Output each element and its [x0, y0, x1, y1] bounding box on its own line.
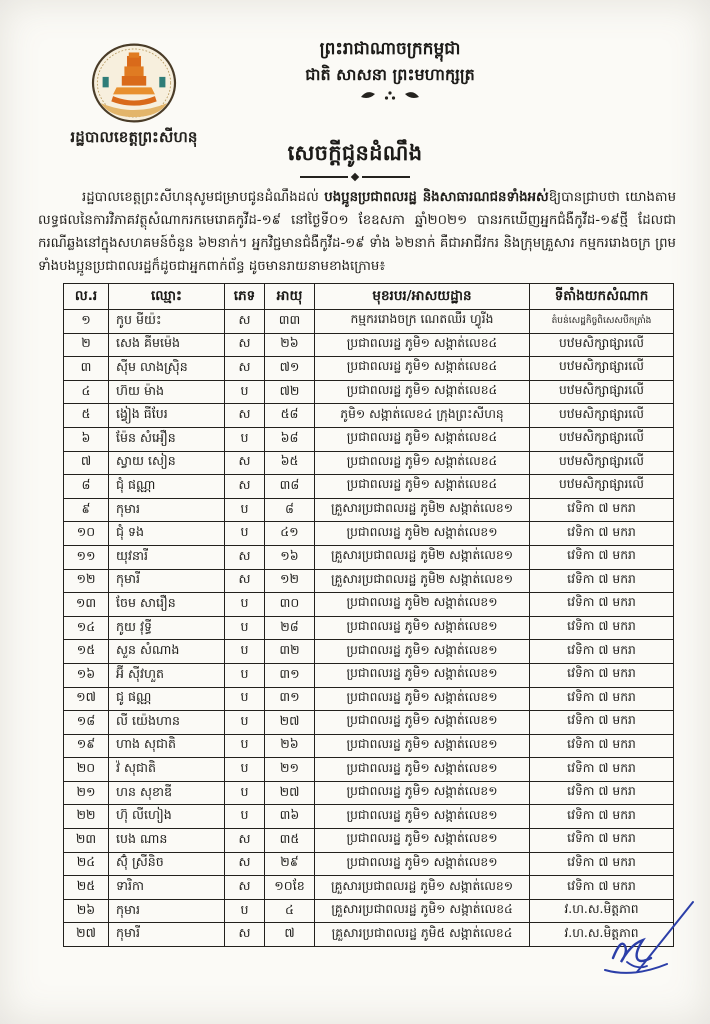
header-occupation: មុខរបរ/អាសយដ្ឋាន [315, 284, 530, 310]
cell-gender: ស [225, 545, 265, 569]
cell-sample-site: បឋមសិក្សាផ្សារលើ [530, 357, 674, 381]
cell-sample-site: វេទិកា ៧ មករា [530, 545, 674, 569]
cell-name: យុវនារី [109, 545, 225, 569]
cell-no: ១ [64, 310, 109, 334]
cell-name: កុមារី [109, 923, 225, 947]
cell-occupation: ប្រជាពលរដ្ឋ ភូមិ១ សង្កាត់លេខ៤ [315, 380, 530, 404]
cell-age: ៣៨ [265, 475, 315, 499]
cell-sample-site: វេទិកា ៧ មករា [530, 734, 674, 758]
cell-sample-site: បឋមសិក្សាផ្សារលើ [530, 451, 674, 475]
cell-name: ស្វាយ សៀន [109, 451, 225, 475]
cell-name: ហន សុខាឌី [109, 781, 225, 805]
header-name: ឈ្មោះ [109, 284, 225, 310]
cell-age: ៧១ [265, 357, 315, 381]
cell-gender: ស [225, 876, 265, 900]
cell-age: ៣៦ [265, 805, 315, 829]
cell-occupation: ប្រជាពលរដ្ឋ ភូមិ១ សង្កាត់លេខ១ [315, 758, 530, 782]
cell-occupation: គ្រួសារប្រជាពលរដ្ឋ ភូមិ២ សង្កាត់លេខ១ [315, 545, 530, 569]
cell-sample-site: វេទិកា ៧ មករា [530, 569, 674, 593]
cell-sample-site: បឋមសិក្សាផ្សារលើ [530, 380, 674, 404]
cell-gender: ប [225, 640, 265, 664]
cell-name: ចែម សារឿន [109, 593, 225, 617]
table-row [64, 852, 674, 876]
cell-sample-site: វេទិកា ៧ មករា [530, 640, 674, 664]
table-row [64, 640, 674, 664]
cell-age: ២៦ [265, 333, 315, 357]
cell-occupation: គ្រួសារប្រជាពលរដ្ឋ ភូមិ៥ សង្កាត់លេខ៤ [315, 923, 530, 947]
cell-sample-site: បឋមសិក្សាផ្សារលើ [530, 333, 674, 357]
header-sample-site: ទីតាំងយកសំណាក [530, 284, 674, 310]
table-row [64, 451, 674, 475]
cell-no: ៨ [64, 475, 109, 499]
cell-name: ស៊ុំ ស្រីនិច [109, 852, 225, 876]
cell-sample-site: វេទិកា ៧ មករា [530, 522, 674, 546]
cell-gender: ស [225, 852, 265, 876]
cell-occupation: ប្រជាពលរដ្ឋ ភូមិ១ សង្កាត់លេខ១ [315, 663, 530, 687]
cell-age: ២៨ [265, 616, 315, 640]
cell-no: ១២ [64, 569, 109, 593]
cell-gender: ស [225, 404, 265, 428]
cell-name: ម៉ែន សំអឿន [109, 427, 225, 451]
cell-sample-site: វេទិកា ៧ មករា [530, 829, 674, 853]
cell-sample-site: វ.ហ.ស.មិត្តភាព [530, 899, 674, 923]
cell-name: បេង ណាន [109, 829, 225, 853]
cell-gender: ស [225, 357, 265, 381]
national-motto: ជាតិ សាសនា ព្រះមហាក្សត្រ [305, 65, 475, 84]
table-row [64, 663, 674, 687]
cell-occupation: ប្រជាពលរដ្ឋ ភូមិ១ សង្កាត់លេខ១ [315, 687, 530, 711]
table-row [64, 404, 674, 428]
cell-no: ១៨ [64, 711, 109, 735]
cell-occupation: ប្រជាពលរដ្ឋ ភូមិ១ សង្កាត់លេខ១ [315, 781, 530, 805]
cell-sample-site: វ.ហ.ស.មិត្តភាព [530, 923, 674, 947]
cell-age: ២៧ [265, 781, 315, 805]
cell-age: ៣១ [265, 687, 315, 711]
table-row [64, 545, 674, 569]
header-age: អាយុ [265, 284, 315, 310]
cell-sample-site: វេទិកា ៧ មករា [530, 663, 674, 687]
cell-occupation: ប្រជាពលរដ្ឋ ភូមិ២ សង្កាត់លេខ១ [315, 593, 530, 617]
cell-name: ជុំ ទង [109, 522, 225, 546]
left-flag-accent [103, 77, 109, 87]
cell-gender: ប [225, 663, 265, 687]
cell-gender: ប [225, 522, 265, 546]
announcement-paragraph [38, 186, 676, 278]
cell-name: ហ៊ុ លីហៀង [109, 805, 225, 829]
cell-occupation: ប្រជាពលរដ្ឋ ភូមិ១ សង្កាត់លេខ១ [315, 711, 530, 735]
cell-no: ១៣ [64, 593, 109, 617]
cell-no: ៦ [64, 427, 109, 451]
cell-occupation: គ្រួសារប្រជាពលរដ្ឋ ភូមិ១ សង្កាត់លេខ៤ [315, 899, 530, 923]
table-row [64, 711, 674, 735]
cell-name: កូយ វុទ្ធី [109, 616, 225, 640]
table-row [64, 475, 674, 499]
cell-name: ហ៊យ ម៉ាង [109, 380, 225, 404]
cell-no: ៥ [64, 404, 109, 428]
table-row [64, 876, 674, 900]
cell-sample-site: បឋមសិក្សាផ្សារលើ [530, 475, 674, 499]
cell-age: ៤ [265, 899, 315, 923]
cell-sample-site: វេទិកា ៧ មករា [530, 711, 674, 735]
table-row [64, 498, 674, 522]
cell-gender: ប [225, 593, 265, 617]
cell-gender: ប [225, 781, 265, 805]
cell-age: ១២ [265, 569, 315, 593]
cell-no: ២៤ [64, 852, 109, 876]
cell-age: ៣១ [265, 663, 315, 687]
cell-gender: ស [225, 829, 265, 853]
cell-sample-site: បឋមសិក្សាផ្សារលើ [530, 427, 674, 451]
cell-occupation: កម្មកររោងចក្រ ណេតឈឺរ ហ្វូរីង [315, 310, 530, 334]
cell-no: ២១ [64, 781, 109, 805]
cell-no: ៣ [64, 357, 109, 381]
cell-age: ២៩ [265, 852, 315, 876]
title-underline-ornament [300, 174, 410, 180]
cell-age: ៦៥ [265, 451, 315, 475]
cell-no: ១៦ [64, 663, 109, 687]
cell-occupation: ប្រជាពលរដ្ឋ ភូមិ១ សង្កាត់លេខ៤ [315, 427, 530, 451]
right-flag-accent [159, 77, 165, 87]
cell-age: ៧២ [265, 380, 315, 404]
cell-gender: ប [225, 498, 265, 522]
cell-occupation: ប្រជាពលរដ្ឋ ភូមិ១ សង្កាត់លេខ១ [315, 829, 530, 853]
table-row [64, 522, 674, 546]
cell-gender: ប [225, 899, 265, 923]
cell-occupation: គ្រួសារប្រជាពលរដ្ឋ ភូមិ២ សង្កាត់លេខ១ [315, 569, 530, 593]
cell-no: ១៥ [64, 640, 109, 664]
cell-gender: ប [225, 427, 265, 451]
cell-no: ២ [64, 333, 109, 357]
national-header [170, 36, 610, 103]
cell-age: ៣២ [265, 640, 315, 664]
cell-name: អ៊ី ស៊ីវហួត [109, 663, 225, 687]
cell-occupation: ប្រជាពលរដ្ឋ ភូមិ២ សង្កាត់លេខ១ [315, 522, 530, 546]
covid-cases-table [63, 283, 674, 947]
cell-gender: ប [225, 758, 265, 782]
cell-gender: ប [225, 734, 265, 758]
cell-sample-site: តំបន់សេដ្ឋកិច្ចពិសេសបឹកត្រាំង [530, 310, 674, 334]
cell-no: ២៥ [64, 876, 109, 900]
cell-no: ១៤ [64, 616, 109, 640]
cell-gender: ស [225, 475, 265, 499]
cell-sample-site: វេទិកា ៧ មករា [530, 852, 674, 876]
cell-gender: ប [225, 616, 265, 640]
table-row [64, 758, 674, 782]
cell-no: ៩ [64, 498, 109, 522]
cell-occupation: ប្រជាពលរដ្ឋ ភូមិ១ សង្កាត់លេខ១ [315, 616, 530, 640]
table-row [64, 616, 674, 640]
cell-name: ង្វៀង ធីបែរ [109, 404, 225, 428]
cell-gender: ប [225, 380, 265, 404]
cell-gender: ស [225, 451, 265, 475]
paragraph-part3: ឱ្យបានជ្រាបថា យោងតាមលទ្ធផលនៃការវិភាគវត្ថុសំណាករកមេរោគកូវីដ-១៩ នៅថ្ងៃទី០១ ខែឧសភា ឆ្នាំ២០២១ បានរកឃើញអ្នកជំងឺកូវីដ-១៩ថ្មី ដែលជាករណីឆ្លងនៅក្នុងសហគមន៍ចំនួន ៦២នាក់។ អ្នកវិជ្ជមានជំងឺកូវីដ-១៩ ទាំង ៦២នាក់ គឺជាអាជីវករ និងក្រុមគ្រួសារ កម្មកររោងចក្រ ព្រមទាំងបងប្អូនប្រជាពលរដ្ឋក៏ដូចជាអ្នកពាក់ព័ន្ធ ដូចមានរាយនាមខាងក្រោម៖ [38, 190, 677, 274]
cell-gender: ប [225, 687, 265, 711]
cell-sample-site: វេទិកា ៧ មករា [530, 687, 674, 711]
cell-no: ២៣ [64, 829, 109, 853]
header-gender: ភេទ [225, 284, 265, 310]
signature-scribble [575, 900, 705, 1010]
cell-occupation: ប្រជាពលរដ្ឋ ភូមិ១ សង្កាត់លេខ៤ [315, 451, 530, 475]
cell-gender: ប [225, 805, 265, 829]
cell-sample-site: វេទិកា ៧ មករា [530, 616, 674, 640]
paragraph-part1: រដ្ឋបាលខេត្តព្រះសីហនុសូមជម្រាបជូនដំណឹងដល់ [82, 190, 325, 205]
cell-gender: ស [225, 310, 265, 334]
table-row [64, 734, 674, 758]
cell-name: វ៉ សុជាតិ [109, 758, 225, 782]
cell-occupation: ប្រជាពលរដ្ឋ ភូមិ១ សង្កាត់លេខ១ [315, 805, 530, 829]
title-block [0, 140, 710, 180]
cell-age: ៤១ [265, 522, 315, 546]
cell-occupation: ប្រជាពលរដ្ឋ ភូមិ១ សង្កាត់លេខ៤ [315, 333, 530, 357]
cell-occupation: ប្រជាពលរដ្ឋ ភូមិ១ សង្កាត់លេខ១ [315, 734, 530, 758]
table-row [64, 310, 674, 334]
cell-age: ៣០ [265, 593, 315, 617]
cell-name: កូប មីយ៉ះ [109, 310, 225, 334]
cell-gender: ប [225, 711, 265, 735]
cell-no: ១៧ [64, 687, 109, 711]
table-row [64, 687, 674, 711]
cell-sample-site: វេទិកា ៧ មករា [530, 593, 674, 617]
paragraph-bold-addressees: បងប្អូនប្រជាពលរដ្ឋ និងសាធារណជនទាំងអស់ [324, 190, 549, 205]
cell-age: ៣៣ [265, 310, 315, 334]
cell-gender: ស [225, 569, 265, 593]
kingdom-line: ព្រះរាជាណាចក្រកម្ពុជា [319, 39, 461, 59]
cell-sample-site: វេទិកា ៧ មករា [530, 758, 674, 782]
cell-name: កុមារី [109, 569, 225, 593]
cell-occupation: ប្រជាពលរដ្ឋ ភូមិ១ សង្កាត់លេខ៤ [315, 357, 530, 381]
table-row [64, 829, 674, 853]
provincial-emblem-icon [90, 42, 178, 124]
cell-name: កុមារ [109, 899, 225, 923]
cell-age: ៦៨ [265, 427, 315, 451]
cell-age: ៧ [265, 923, 315, 947]
cell-occupation: ភូមិ១ សង្កាត់លេខ៤ ក្រុងព្រះសីហនុ [315, 404, 530, 428]
cell-no: ២២ [64, 805, 109, 829]
cell-occupation: ប្រជាពលរដ្ឋ ភូមិ១ សង្កាត់លេខ១ [315, 640, 530, 664]
cell-no: ៤ [64, 380, 109, 404]
table-body [64, 310, 674, 947]
administration-name: រដ្ឋបាលខេត្តព្រះសីហនុ [70, 128, 198, 146]
table-row [64, 593, 674, 617]
cell-age: ១៦ [265, 545, 315, 569]
table-row [64, 569, 674, 593]
cell-age: ២៧ [265, 711, 315, 735]
cell-age: ៣៥ [265, 829, 315, 853]
cell-age: ៨ [265, 498, 315, 522]
cell-gender: ស [225, 333, 265, 357]
cell-name: កុមារ [109, 498, 225, 522]
cell-gender: ស [225, 923, 265, 947]
cell-occupation: គ្រួសារប្រជាពលរដ្ឋ ភូមិ២ សង្កាត់លេខ១ [315, 498, 530, 522]
cell-sample-site: វេទិកា ៧ មករា [530, 805, 674, 829]
cell-name: ជូ ផណ្ណ [109, 687, 225, 711]
royal-motto-ornament-icon [355, 89, 425, 103]
cell-name: ជុំ ផណ្ណា [109, 475, 225, 499]
cell-name: ទារិកា [109, 876, 225, 900]
table-row [64, 333, 674, 357]
cell-occupation: គ្រួសារប្រជាពលរដ្ឋ ភូមិ១ សង្កាត់លេខ១ [315, 876, 530, 900]
cell-sample-site: វេទិកា ៧ មករា [530, 876, 674, 900]
table-row [64, 357, 674, 381]
table-row [64, 781, 674, 805]
cell-no: ២៦ [64, 899, 109, 923]
cell-sample-site: វេទិកា ៧ មករា [530, 781, 674, 805]
header-no: ល.រ [64, 284, 109, 310]
cell-name: សួន សំណាង [109, 640, 225, 664]
cell-age: ២៦ [265, 734, 315, 758]
cell-no: ២៧ [64, 923, 109, 947]
cell-name: ស៊ីម លាងស្រ៊ិន [109, 357, 225, 381]
cell-no: ១០ [64, 522, 109, 546]
cell-no: ៧ [64, 451, 109, 475]
table-row [64, 805, 674, 829]
cell-no: ២០ [64, 758, 109, 782]
cell-no: ១៩ [64, 734, 109, 758]
cell-sample-site: វេទិកា ៧ មករា [530, 498, 674, 522]
cell-name: លី យ៉េងហាន [109, 711, 225, 735]
cell-occupation: ប្រជាពលរដ្ឋ ភូមិ១ សង្កាត់លេខ៤ [315, 475, 530, 499]
cell-sample-site: បឋមសិក្សាផ្សារលើ [530, 404, 674, 428]
table-header [64, 284, 674, 310]
cell-age: ៥៨ [265, 404, 315, 428]
cell-no: ១១ [64, 545, 109, 569]
cell-age: ១០ខែ [265, 876, 315, 900]
document-title: សេចក្តីជូនដំណឹង [287, 141, 423, 165]
cell-name: ហាង សុជាតិ [109, 734, 225, 758]
cell-name: សេង គីមម៉េង [109, 333, 225, 357]
cell-occupation: ប្រជាពលរដ្ឋ ភូមិ១ សង្កាត់លេខ១ [315, 852, 530, 876]
table-row [64, 380, 674, 404]
cell-age: ២១ [265, 758, 315, 782]
table-row [64, 427, 674, 451]
